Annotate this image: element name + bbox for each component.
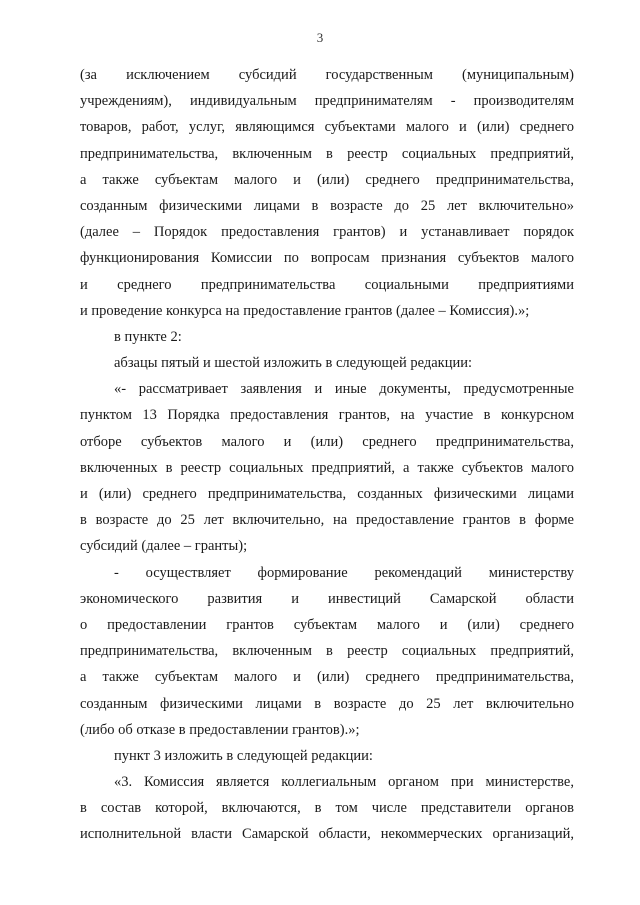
text-line: товаров, работ, услуг, являющимся субъектами малого и (или) среднего — [80, 119, 574, 136]
text-line: (далее – Порядок предоставления грантов) и устанавливает порядок — [80, 224, 574, 241]
text-line: (за исключением субсидий государственным (муниципальным) — [80, 67, 574, 83]
text-line: пунктом 13 Порядка предоставления грантов, на участие в конкурсном — [80, 407, 574, 424]
text-line: отборе субъектов малого и (или) среднего предпринимательства, — [80, 433, 574, 450]
text-line: в возрасте до 25 лет включительно, на предоставление грантов в форме — [80, 512, 574, 529]
text-line: в пункте 2: — [114, 328, 182, 345]
text-line: (либо об отказе в предоставлении грантов).»; — [80, 721, 360, 738]
text-line: созданным физическими лицами в возрасте до 25 лет включительно — [80, 695, 574, 712]
text-line: функционирования Комиссии по вопросам признания субъектов малого — [80, 250, 574, 267]
text-line: включенных в реестр социальных предприятий, а также субъектов малого — [80, 459, 574, 476]
text-line: и среднего предпринимательства социальными предприятиями — [80, 276, 574, 293]
text-line: - осуществляет формирование рекомендаций министерству — [114, 564, 574, 581]
text-line: и (или) среднего предпринимательства, созданных физическими лицами — [80, 486, 574, 502]
text-line: «- рассматривает заявления и иные документы, предусмотренные — [114, 381, 574, 398]
text-line: о предоставлении грантов субъектам малого и (или) среднего — [80, 616, 574, 633]
text-line: и проведение конкурса на предоставление грантов (далее – Комиссия).»; — [80, 302, 530, 319]
text-line: исполнительной власти Самарской области, некоммерческих организаций, — [80, 826, 574, 843]
page-number: 3 — [316, 30, 324, 45]
text-line: а также субъектам малого и (или) среднего предпринимательства, — [80, 171, 574, 188]
text-line: пункт 3 изложить в следующей редакции: — [114, 747, 373, 764]
text-line: созданным физическими лицами в возрасте до 25 лет включительно» — [80, 197, 574, 214]
document-body — [80, 62, 574, 848]
text-line: учреждениям), индивидуальным предпринимателям - производителям — [80, 93, 574, 110]
text-line: предпринимательства, включенным в реестр социальных предприятий, — [80, 145, 574, 162]
text-line: в состав которой, включаются, в том числе представители органов — [80, 800, 574, 817]
text-line: а также субъектам малого и (или) среднего предпринимательства, — [80, 669, 574, 686]
text-line: субсидий (далее – гранты); — [80, 538, 248, 555]
text-line: предпринимательства, включенным в реестр социальных предприятий, — [80, 643, 574, 660]
text-line: экономического развития и инвестиций Самарской области — [80, 590, 574, 607]
text-line: абзацы пятый и шестой изложить в следующей редакции: — [114, 355, 473, 372]
text-line: «3. Комиссия является коллегиальным органом при министерстве, — [114, 774, 574, 791]
